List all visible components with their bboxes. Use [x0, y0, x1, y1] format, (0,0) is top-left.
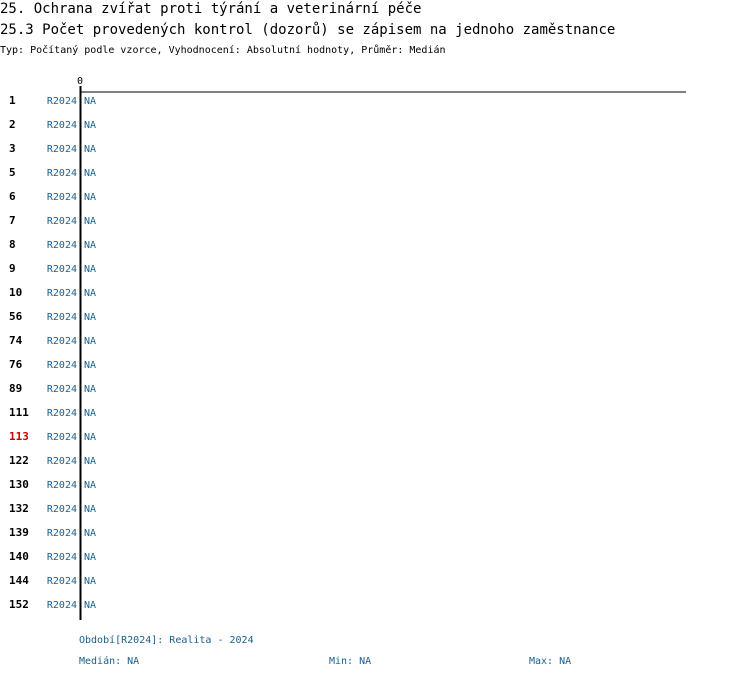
category-label: 3: [9, 142, 16, 155]
category-label: 111: [9, 406, 29, 419]
value-label: NA: [84, 456, 97, 467]
axis-zero-label: 0: [76, 76, 84, 87]
category-label: 8: [9, 238, 16, 251]
value-label: NA: [84, 552, 97, 563]
series-label: R2024: [46, 312, 77, 323]
value-label: NA: [84, 216, 97, 227]
category-label: 9: [9, 262, 16, 275]
value-label: NA: [84, 600, 97, 611]
category-label: 152: [9, 598, 29, 611]
series-label: R2024: [46, 336, 77, 347]
series-label: R2024: [46, 168, 77, 179]
chart-subtitle: 25.3 Počet provedených kontrol (dozorů) se zápisem na jednoho zaměstnance: [0, 22, 616, 38]
value-label: NA: [84, 144, 97, 155]
series-label: R2024: [46, 552, 77, 563]
series-label: R2024: [46, 480, 77, 491]
category-label: 122: [9, 454, 29, 467]
chart-rows: [9, 94, 96, 611]
category-label: 10: [9, 286, 23, 299]
series-label: R2024: [46, 504, 77, 515]
series-label: R2024: [46, 216, 77, 227]
series-label: R2024: [46, 600, 77, 611]
series-label: R2024: [46, 456, 77, 467]
value-label: NA: [84, 576, 97, 587]
max-stat: Max: NA: [529, 656, 572, 667]
series-label: R2024: [46, 120, 77, 131]
series-label: R2024: [46, 360, 77, 371]
category-label: 132: [9, 502, 29, 515]
category-label: 130: [9, 478, 29, 491]
value-label: NA: [84, 480, 97, 491]
series-label: R2024: [46, 192, 77, 203]
value-label: NA: [84, 168, 97, 179]
series-label: R2024: [46, 432, 77, 443]
series-label: R2024: [46, 264, 77, 275]
value-label: NA: [84, 528, 97, 539]
category-label: 139: [9, 526, 29, 539]
value-label: NA: [84, 288, 97, 299]
series-label: R2024: [46, 144, 77, 155]
value-label: NA: [84, 384, 97, 395]
period-legend: Období[R2024]: Realita - 2024: [79, 635, 254, 646]
category-label: 56: [9, 310, 23, 323]
series-label: R2024: [46, 408, 77, 419]
category-label: 2: [9, 118, 16, 131]
series-label: R2024: [46, 288, 77, 299]
series-label: R2024: [46, 528, 77, 539]
category-label: 144: [9, 574, 29, 587]
category-label: 5: [9, 166, 16, 179]
category-label: 76: [9, 358, 23, 371]
chart-title: 25. Ochrana zvířat proti týrání a veterinární péče: [0, 1, 422, 17]
value-label: NA: [84, 120, 97, 131]
value-label: NA: [84, 96, 97, 107]
category-label: 7: [9, 214, 16, 227]
category-label: 140: [9, 550, 29, 563]
category-label: 6: [9, 190, 16, 203]
value-label: NA: [84, 264, 97, 275]
category-label: 89: [9, 382, 23, 395]
category-label: 1: [9, 94, 16, 107]
min-stat: Min: NA: [329, 656, 372, 667]
series-label: R2024: [46, 384, 77, 395]
median-stat: Medián: NA: [79, 656, 140, 667]
value-label: NA: [84, 336, 97, 347]
value-label: NA: [84, 312, 97, 323]
category-label: 74: [9, 334, 23, 347]
category-label: 113: [9, 430, 29, 443]
value-label: NA: [84, 192, 97, 203]
value-label: NA: [84, 360, 97, 371]
value-label: NA: [84, 240, 97, 251]
value-label: NA: [84, 408, 97, 419]
series-label: R2024: [46, 576, 77, 587]
series-label: R2024: [46, 96, 77, 107]
value-label: NA: [84, 432, 97, 443]
chart-info: Typ: Počítaný podle vzorce, Vyhodnocení: Absolutní hodnoty, Průměr: Medián: [0, 45, 446, 56]
value-label: NA: [84, 504, 97, 515]
series-label: R2024: [46, 240, 77, 251]
